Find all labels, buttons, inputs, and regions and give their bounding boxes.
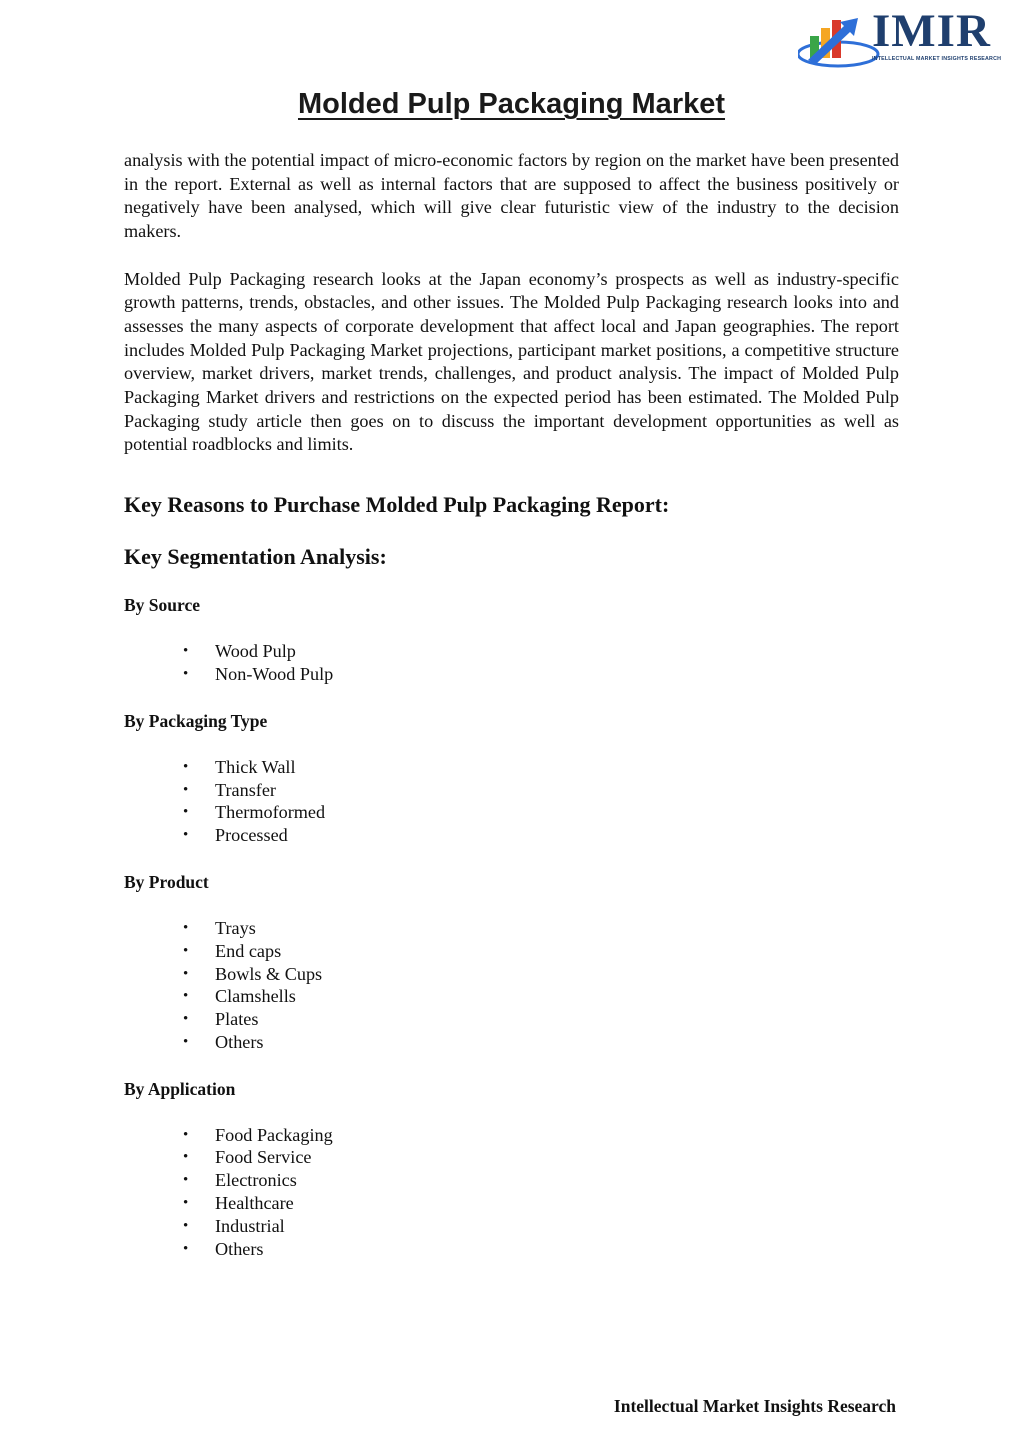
list-item: • Transfer	[124, 779, 899, 802]
list-item: • Trays	[124, 917, 899, 940]
page-title: Molded Pulp Packaging Market	[297, 88, 726, 120]
logo-wordmark: IMIR	[872, 5, 991, 57]
segment-heading-packaging-type: By Packaging Type	[124, 710, 268, 731]
list-item: • Thermoformed	[124, 801, 899, 824]
logo-tagline: INTELLECTUAL MARKET INSIGHTS RESEARCH	[872, 56, 1002, 62]
intro-paragraph: analysis with the potential impact of micro-economic factors by region on the market have been presented in the report. External as well as internal factors that are supposed to affect the business positively or negatively have been analysed, which will give clear futuristic view of the industry to the decision makers.	[124, 150, 899, 242]
document-body	[124, 149, 899, 1260]
key-reasons-heading: Key Reasons to Purchase Molded Pulp Packaging Report:	[124, 492, 670, 518]
list-item: • End caps	[124, 940, 899, 963]
segment-heading-source: By Source	[124, 595, 200, 616]
list-item: • Healthcare	[124, 1192, 899, 1215]
segment-list-application	[124, 1124, 899, 1261]
list-item: • Food Packaging	[124, 1124, 899, 1147]
list-item: • Thick Wall	[124, 756, 899, 779]
list-item: • Electronics	[124, 1169, 899, 1192]
segment-heading-application: By Application	[124, 1078, 236, 1099]
list-item: • Others	[124, 1031, 899, 1054]
footer-company-name: Intellectual Market Insights Research	[613, 1396, 896, 1416]
key-segmentation-heading: Key Segmentation Analysis:	[124, 544, 387, 570]
list-item: • Non-Wood Pulp	[124, 663, 899, 686]
list-item: • Industrial	[124, 1215, 899, 1238]
list-item: • Food Service	[124, 1146, 899, 1169]
segment-list-product	[124, 917, 899, 1054]
segment-heading-product: By Product	[124, 871, 209, 892]
research-paragraph: Molded Pulp Packaging research looks at the Japan economy’s prospects as well as industry-specific growth patterns, trends, obstacles, and other issues. The Molded Pulp Packaging research looks into and assesses the many aspects of corporate development that affect local and Japan geographies. The report includes Molded Pulp Packaging Market projections, participant market positions, a competitive structure overview, market drivers, market trends, challenges, and product analysis. The impact of Molded Pulp Packaging Market drivers and restrictions on the expected period has been estimated. The Molded Pulp Packaging study article then goes on to discuss the important development opportunities as well as potential roadblocks and limits.	[124, 268, 899, 455]
list-item: • Wood Pulp	[124, 640, 899, 663]
list-item: • Clamshells	[124, 985, 899, 1008]
list-item: • Processed	[124, 824, 899, 847]
segment-list-packaging-type	[124, 756, 899, 847]
list-item: • Bowls & Cups	[124, 963, 899, 986]
list-item: • Plates	[124, 1008, 899, 1031]
list-item: • Others	[124, 1238, 899, 1261]
segment-list-source	[124, 640, 899, 686]
